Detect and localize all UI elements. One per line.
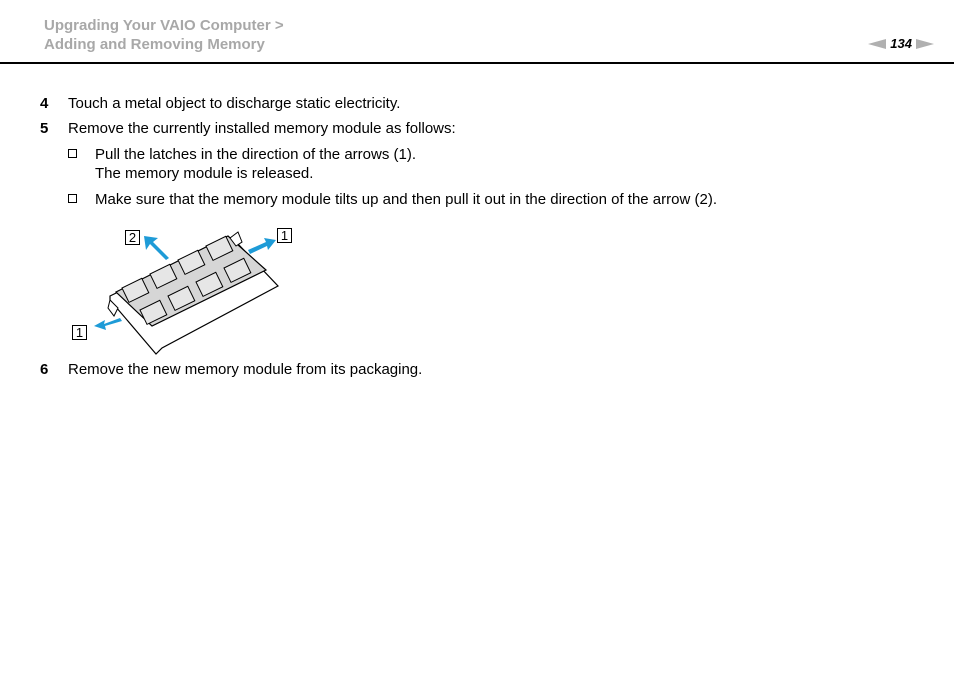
step-text: Touch a metal object to discharge static electricity. (68, 95, 401, 112)
checkbox-bullet-icon (68, 149, 77, 158)
next-page-icon[interactable] (916, 39, 934, 49)
step-5 (40, 119, 456, 138)
step-6 (40, 360, 422, 379)
arrow-latch-left-icon (94, 318, 122, 330)
memory-removal-illustration (70, 222, 310, 367)
bullet-text-continued: The memory module is released. (95, 165, 314, 182)
step-number: 4 (40, 95, 49, 112)
arrow-pull-out-icon (144, 236, 169, 260)
page-navigation (868, 36, 934, 51)
header-divider (0, 62, 954, 64)
step-text: Remove the currently installed memory module as follows: (68, 120, 456, 137)
memory-module-diagram (70, 222, 310, 362)
breadcrumb-section[interactable]: Upgrading Your VAIO Computer > (44, 17, 284, 34)
step-number: 5 (40, 120, 49, 137)
checkbox-bullet-icon (68, 194, 77, 203)
breadcrumb-page: Adding and Removing Memory (44, 36, 265, 53)
callout-1-right: 1 (277, 228, 292, 243)
step-number: 6 (40, 361, 49, 378)
step-text: Remove the new memory module from its packaging. (68, 361, 423, 378)
callout-2: 2 (125, 230, 140, 245)
step-4 (40, 94, 400, 113)
previous-page-icon[interactable] (868, 39, 886, 49)
bullet-text: Make sure that the memory module tilts up and then pull it out in the direction of the arrow (2). (95, 191, 717, 208)
arrow-latch-right-icon (248, 238, 276, 254)
callout-1-left: 1 (72, 325, 87, 340)
bullet-text: Pull the latches in the direction of the arrows (1). (95, 146, 416, 163)
breadcrumb (44, 16, 284, 54)
page-number: 134 (890, 36, 912, 51)
